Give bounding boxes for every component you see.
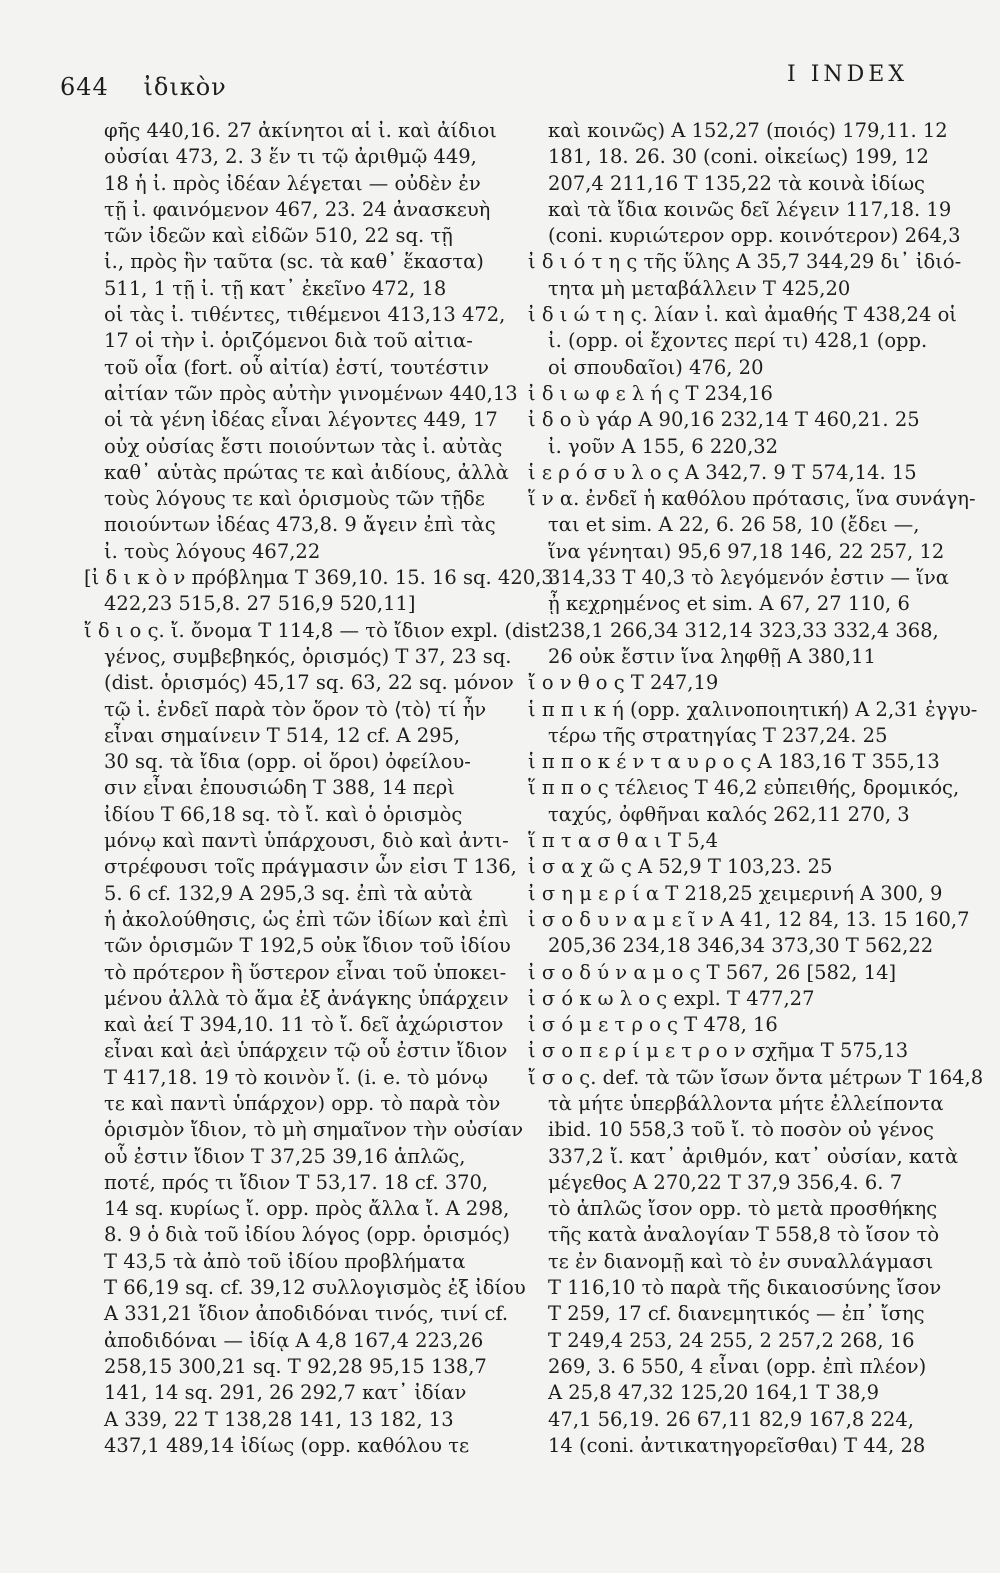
- left-column: [84, 118, 555, 1459]
- index-line: ἰδίου T 66,18 sq. τὸ ἴ. καὶ ὁ ὁρισμὸς: [104, 802, 463, 826]
- running-title: ἰδικὸν: [143, 73, 227, 101]
- index-line: 18 ἡ ἰ. πρὸς ἰδέαν λέγεται — οὐδὲν ἐν: [104, 171, 481, 195]
- index-line: 258,15 300,21 sq. T 92,28 95,15 138,7: [104, 1354, 487, 1378]
- index-line: ποτέ, πρός τι ἴδιον T 53,17. 18 cf. 370,: [104, 1170, 489, 1194]
- index-line: ἵνα γένηται) 95,6 97,18 146, 22 257, 12: [548, 539, 945, 563]
- index-line: σιν εἶναι ἐπουσιώδη T 388, 14 περὶ: [104, 776, 455, 800]
- index-line: ibid. 10 558,3 τοῦ ἴ. τὸ ποσὸν οὐ γένος: [548, 1118, 934, 1142]
- index-line: (dist. ὁρισμός) 45,17 sq. 63, 22 sq. μόνον: [104, 671, 514, 695]
- index-line: 337,2 ἴ. κατ᾽ ἀριθμόν, κατ᾽ οὐσίαν, κατὰ: [548, 1144, 959, 1168]
- index-line: οἱ τὰς ἰ. τιθέντες, τιθέμενοι 413,13 472,: [104, 303, 506, 327]
- index-line: (coni. κυριώτερον opp. κοινότερον) 264,3: [548, 224, 961, 248]
- index-line: τῆς κατὰ ἀναλογίαν T 558,8 τὸ ἴσον τὸ: [548, 1223, 940, 1247]
- index-line: T 66,19 sq. cf. 39,12 συλλογισμὸς ἐξ ἰδίου: [104, 1276, 526, 1300]
- index-line: ἴ σ ο ς. def. τὰ τῶν ἴσων ὄντα μέτρων T 164,8: [528, 1065, 984, 1089]
- index-line: τητα μὴ μεταβάλλειν T 425,20: [548, 276, 851, 300]
- index-line: ἰ σ η μ ε ρ ί α T 218,25 χειμερινή A 300, 9: [528, 881, 943, 905]
- section-title: I INDEX: [787, 62, 908, 87]
- index-line: 26 οὐκ ἔστιν ἵνα ληφθῇ A 380,11: [548, 644, 876, 668]
- index-line: τοῦ οἷα (fort. οὗ αἰτία) ἐστί, τουτέστιν: [104, 355, 489, 379]
- index-line: ἵ π π ο ς τέλειος T 46,2 εὐπειθής, δρομικός,: [528, 776, 960, 800]
- index-line: καὶ κοινῶς) A 152,27 (ποιός) 179,11. 12: [548, 119, 948, 142]
- index-line: τὰ μήτε ὑπερβάλλοντα μήτε ἐλλείποντα: [548, 1091, 944, 1115]
- index-line: 141, 14 sq. 291, 26 292,7 κατ᾽ ἰδίαν: [104, 1381, 467, 1405]
- index-line: ἰ δ ι ω φ ε λ ή ς T 234,16: [528, 381, 773, 405]
- index-line: οὗ ἐστιν ἴδιον T 37,25 39,16 ἁπλῶς,: [104, 1144, 466, 1168]
- running-header: [60, 73, 227, 101]
- index-line: ἱ π π ι κ ή (opp. χαλινοποιητική) A 2,31 ἐγγυ-: [528, 697, 978, 721]
- index-line: 17 οἱ τὴν ἰ. ὁριζόμενοι διὰ τοῦ αἰτια-: [104, 329, 473, 353]
- index-line: οὐχ οὐσίας ἔστι ποιούντων τὰς ἰ. αὐτὰς: [104, 434, 503, 458]
- right-column: [528, 118, 984, 1459]
- index-line: ἵ π τ α σ θ α ι T 5,4: [528, 829, 719, 853]
- index-line: ἱ ε ρ ό σ υ λ ο ς A 342,7. 9 T 574,14. 15: [528, 460, 917, 484]
- index-line: τέρω τῆς στρατηγίας T 237,24. 25: [548, 723, 888, 747]
- index-line: τε ἐν διανομῇ καὶ τὸ ἐν συναλλάγμασι: [548, 1249, 934, 1273]
- index-line: ἰ δ ο ὺ γάρ A 90,16 232,14 T 460,21. 25: [528, 408, 920, 432]
- index-line: ἡ ἀκολούθησις, ὡς ἐπὶ τῶν ἰδίων καὶ ἐπὶ: [104, 907, 509, 931]
- index-line: 238,1 266,34 312,14 323,33 332,4 368,: [548, 618, 939, 642]
- page-number: 644: [60, 73, 109, 101]
- index-line: T 43,5 τὰ ἀπὸ τοῦ ἰδίου προβλήματα: [104, 1249, 466, 1273]
- index-line: T 116,10 τὸ παρὰ τῆς δικαιοσύνης ἴσον: [548, 1276, 942, 1300]
- index-line: ἰ. τοὺς λόγους 467,22: [104, 539, 321, 563]
- index-line: T 249,4 253, 24 255, 2 257,2 268, 16: [548, 1328, 915, 1352]
- index-line: τῷ ἰ. ἐνδεῖ παρὰ τὸν ὅρον τὸ ⟨τὸ⟩ τί ἦν: [104, 697, 487, 721]
- index-line: 205,36 234,18 346,34 373,30 T 562,22: [548, 934, 934, 958]
- index-line: 207,4 211,16 T 135,22 τὰ κοινὰ ἰδίως: [548, 171, 925, 195]
- index-line: οἱ σπουδαῖοι) 476, 20: [548, 355, 764, 379]
- index-line: ἰ σ ό μ ε τ ρ ο ς T 478, 16: [528, 1013, 778, 1037]
- index-line: καὶ ἀεί T 394,10. 11 τὸ ἴ. δεῖ ἀχώριστον: [104, 1013, 504, 1037]
- index-line: ἀποδιδόναι — ἰδίᾳ A 4,8 167,4 223,26: [104, 1328, 484, 1352]
- index-line: 14 (coni. ἀντικατηγορεῖσθαι) T 44, 28: [548, 1433, 926, 1457]
- index-line: 30 sq. τὰ ἴδια (opp. οἱ ὅροι) ὀφείλου-: [104, 750, 471, 774]
- index-line: 437,1 489,14 ἰδίως (opp. καθόλου τε: [104, 1433, 470, 1457]
- index-line: T 259, 17 cf. διανεμητικός — ἐπ᾽ ἴσης: [548, 1302, 925, 1326]
- index-line: A 339, 22 T 138,28 141, 13 182, 13: [104, 1407, 454, 1431]
- index-line: 511, 1 τῇ ἰ. τῇ κατ᾽ ἐκεῖνο 472, 18: [104, 276, 447, 300]
- index-line: τῶν ὁρισμῶν T 192,5 οὐκ ἴδιον τοῦ ἰδίου: [104, 934, 511, 958]
- index-line: ἱ π π ο κ έ ν τ α υ ρ ο ς A 183,16 T 355,13: [528, 750, 940, 774]
- index-line: εἶναι καὶ ἀεὶ ὑπάρχειν τῷ οὗ ἐστιν ἴδιον: [104, 1039, 508, 1063]
- index-line: ἰ., πρὸς ἣν ταῦτα (sc. τὰ καθ᾽ ἕκαστα): [104, 250, 484, 274]
- index-line: μένου ἀλλὰ τὸ ἅμα ἐξ ἀνάγκης ὑπάρχειν: [104, 986, 509, 1010]
- index-line: ἰ σ α χ ῶ ς A 52,9 T 103,23. 25: [528, 855, 833, 879]
- index-line: ἰ σ ο π ε ρ ί μ ε τ ρ ο ν σχῆμα T 575,13: [528, 1039, 909, 1063]
- index-line: 8. 9 ὁ διὰ τοῦ ἰδίου λόγος (opp. ὁρισμός): [104, 1223, 510, 1247]
- index-line: A 25,8 47,32 125,20 164,1 T 38,9: [548, 1381, 879, 1405]
- index-line: ἵ ν α. ἐνδεῖ ἡ καθόλου πρότασις, ἵνα συνάγη-: [528, 487, 976, 511]
- index-line: μέγεθος A 270,22 T 37,9 356,4. 6. 7: [548, 1170, 903, 1194]
- index-line: τὸ πρότερον ἢ ὕστερον εἶναι τοῦ ὑποκει-: [104, 960, 507, 984]
- index-line: ποιούντων ἰδέας 473,8. 9 ἄγειν ἐπὶ τὰς: [104, 513, 496, 537]
- index-line: ἰ σ ο δ υ ν α μ ε ῖ ν A 41, 12 84, 13. 15 160,7: [528, 907, 970, 931]
- index-line: αἰτίαν τῶν πρὸς αὐτὴν γινομένων 440,13: [104, 381, 518, 405]
- index-line: 314,33 T 40,3 τὸ λεγόμενόν ἐστιν — ἵνα: [548, 566, 949, 590]
- index-line: ἰ δ ι ώ τ η ς. λίαν ἰ. καὶ ἀμαθής T 438,24 οἱ: [528, 303, 957, 327]
- index-line: ἴ ο ν θ ο ς T 247,19: [528, 671, 719, 695]
- index-line: ἰ δ ι ό τ η ς τῆς ὕλης A 35,7 344,29 δι᾽ ἰδιό-: [528, 250, 962, 274]
- index-line: ὁρισμὸν ἴδιον, τὸ μὴ σημαῖνον τὴν οὐσίαν: [104, 1118, 524, 1142]
- index-line: εἶναι σημαίνειν T 514, 12 cf. A 295,: [104, 723, 461, 747]
- index-line: φῆς 440,16. 27 ἀκίνητοι αἱ ἰ. καὶ ἀίδιοι: [104, 119, 497, 142]
- index-line: τῇ ἰ. φαινόμενον 467, 23. 24 ἀνασκευὴ: [104, 197, 491, 221]
- index-line: γένος, συμβεβηκός, ὁρισμός) T 37, 23 sq.: [104, 644, 512, 668]
- index-line: 181, 18. 26. 30 (coni. οἰκείως) 199, 12: [548, 145, 929, 169]
- index-line: τοὺς λόγους τε καὶ ὁρισμοὺς τῶν τῇδε: [104, 487, 485, 511]
- index-line: τε καὶ παντὶ ὑπάρχον) opp. τὸ παρὰ τὸν: [104, 1091, 501, 1115]
- index-line: ᾖ κεχρημένος et sim. A 67, 27 110, 6: [548, 592, 910, 616]
- index-line: τῶν ἰδεῶν καὶ εἰδῶν 510, 22 sq. τῇ: [104, 224, 453, 248]
- index-line: οἱ τὰ γένη ἰδέας εἶναι λέγοντες 449, 17: [104, 408, 498, 432]
- index-line: ἰ. γοῦν A 155, 6 220,32: [548, 434, 779, 458]
- index-line: ται et sim. A 22, 6. 26 58, 10 (ἔδει —,: [548, 513, 920, 537]
- index-line: μόνῳ καὶ παντὶ ὑπάρχουσι, διὸ καὶ ἀντι-: [104, 829, 509, 853]
- index-line: οὐσίαι 473, 2. 3 ἕν τι τῷ ἀριθμῷ 449,: [104, 145, 477, 169]
- index-line: 269, 3. 6 550, 4 εἶναι (opp. ἐπὶ πλέον): [548, 1354, 927, 1378]
- index-line: τὸ ἁπλῶς ἴσον opp. τὸ μετὰ προσθήκης: [548, 1197, 938, 1221]
- index-line: ἰ σ ο δ ύ ν α μ ο ς T 567, 26 [582, 14]: [528, 960, 897, 984]
- index-line: 47,1 56,19. 26 67,11 82,9 167,8 224,: [548, 1407, 914, 1431]
- index-line: A 331,21 ἴδιον ἀποδιδόναι τινός, τινί cf.: [104, 1302, 509, 1326]
- index-line: ἰ. (opp. οἱ ἔχοντες περί τι) 428,1 (opp.: [548, 329, 928, 353]
- index-line: 422,23 515,8. 27 516,9 520,11]: [104, 592, 416, 616]
- index-line: [ἰ δ ι κ ὸ ν πρόβλημα T 369,10. 15. 16 sq. 420,3: [84, 566, 554, 590]
- index-line: ἰ σ ό κ ω λ ο ς expl. T 477,27: [528, 986, 815, 1010]
- index-line: ἴ δ ι ο ς. ἴ. ὄνομα T 114,8 — τὸ ἴδιον expl. (dist.: [84, 618, 555, 642]
- index-line: 5. 6 cf. 132,9 A 295,3 sq. ἐπὶ τὰ αὐτὰ: [104, 881, 473, 905]
- index-line: καθ᾽ αὑτὰς πρώτας τε καὶ ἀιδίους, ἀλλὰ: [104, 460, 509, 484]
- index-line: στρέφουσι τοῖς πράγμασιν ὧν εἰσι T 136,: [104, 855, 517, 879]
- index-line: T 417,18. 19 τὸ κοινὸν ἴ. (i. e. τὸ μόνῳ: [104, 1065, 488, 1089]
- index-line: ταχύς, ὀφθῆναι καλός 262,11 270, 3: [548, 802, 910, 826]
- index-line: καὶ τὰ ἴδια κοινῶς δεῖ λέγειν 117,18. 19: [548, 197, 952, 221]
- index-line: 14 sq. κυρίως ἴ. opp. πρὸς ἄλλα ἴ. A 298,: [104, 1197, 510, 1221]
